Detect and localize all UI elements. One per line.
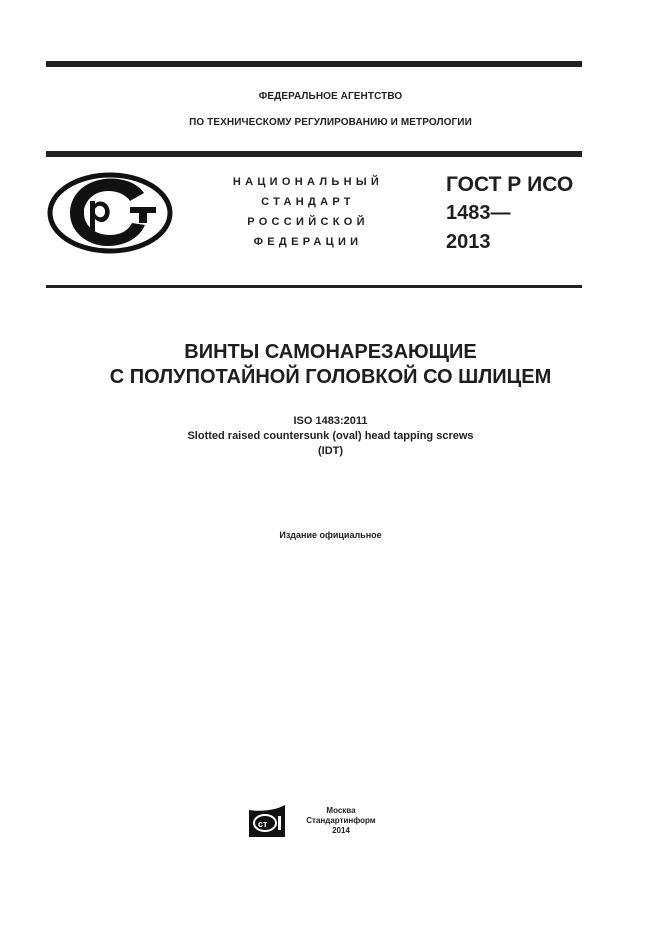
middle-rule (46, 151, 582, 157)
document-title (0, 340, 661, 390)
standard-designation (446, 170, 573, 257)
national-line-3: РОССИЙСКОЙ (247, 216, 369, 228)
national-line-2: СТАНДАРТ (261, 196, 355, 208)
publisher-info (296, 806, 386, 836)
edition-label: Издание официальное (279, 530, 382, 540)
title-line-1: ВИНТЫ САМОНАРЕЗАЮЩИЕ (184, 341, 477, 363)
iso-number: ISO 1483:2011 (293, 415, 368, 427)
publisher-city: Москва (326, 806, 356, 815)
top-rule (46, 61, 582, 67)
national-line-4: ФЕДЕРАЦИИ (253, 236, 363, 248)
publication-year: 2014 (332, 826, 350, 835)
national-standard-label (218, 172, 398, 252)
designation-line-3: 2013 (446, 231, 491, 253)
rst-gost-logo-icon (46, 171, 174, 255)
svg-text:ст: ст (258, 819, 268, 829)
designation-line-1: ГОСТ Р ИСО (446, 173, 574, 196)
standartinform-logo-icon (248, 804, 290, 838)
iso-reference (0, 414, 661, 459)
agency-line-2: ПО ТЕХНИЧЕСКОМУ РЕГУЛИРОВАНИЮ И МЕТРОЛОГИИ (189, 117, 472, 128)
iso-english-title: Slotted raised countersunk (oval) head tapping screws (187, 430, 474, 442)
bottom-rule (46, 285, 582, 288)
iso-degree: (IDT) (317, 445, 344, 457)
agency-line-1: ФЕДЕРАЛЬНОЕ АГЕНТСТВО (258, 91, 403, 102)
publisher-name: Стандартинформ (306, 816, 376, 825)
designation-line-2: 1483— (446, 202, 511, 224)
national-line-1: НАЦИОНАЛЬНЫЙ (232, 176, 384, 188)
title-line-2: С ПОЛУПОТАЙНОЙ ГОЛОВКОЙ СО ШЛИЦЕМ (109, 366, 552, 388)
